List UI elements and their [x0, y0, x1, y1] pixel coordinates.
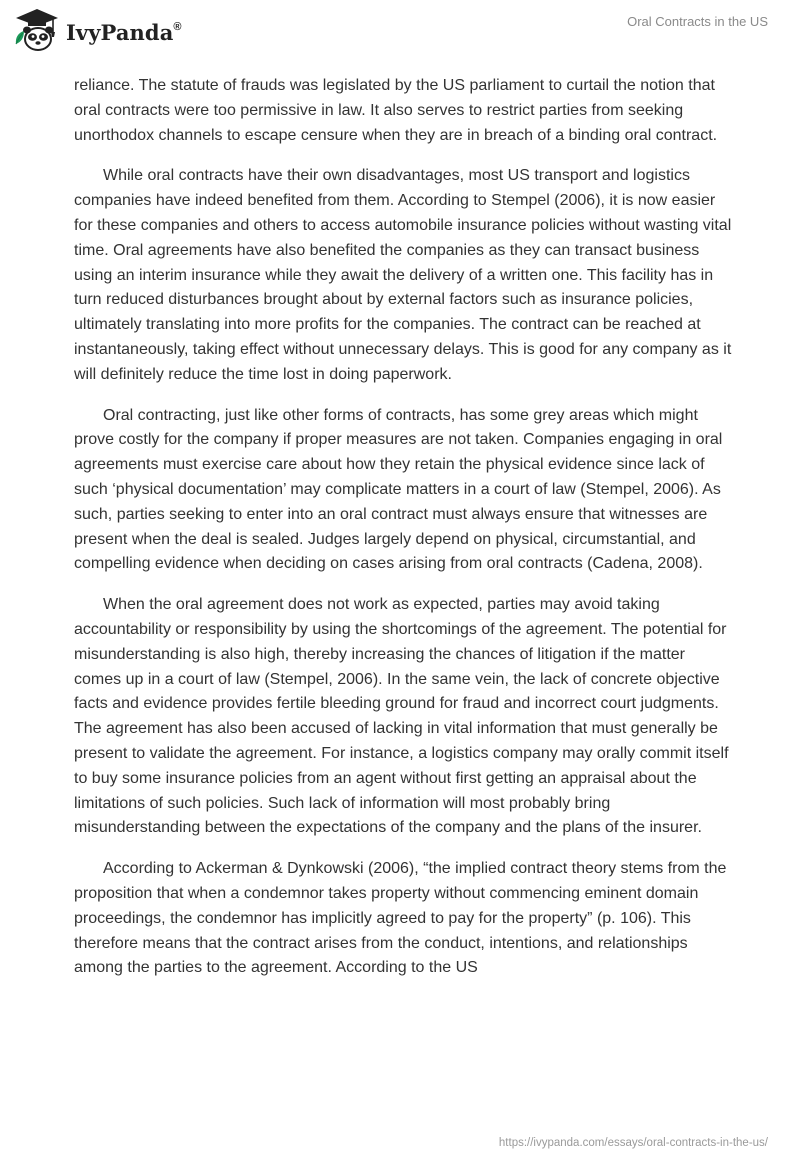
paragraph-benefits: While oral contracts have their own disadvantages, most US transport and logistics companies have indeed benefited from them. According to Stempel (2006), it is now easier for these companies and others to access automobile insurance policies without wasting vital time. Oral agreements have also benefited the companies as they can transact business using an interim insurance while they await the delivery of a written one. This facility has in turn reduced disturbances brought about by external factors such as insurance policies, ultimately translating into more profits for the companies. The contract can be reached at instantaneously, taking effect without unnecessary delays. This is good for any company as it will definitely reduce the time lost in doing paperwork. [74, 167, 732, 383]
page-header [0, 0, 800, 62]
source-url[interactable]: https://ivypanda.com/essays/oral-contracts-in-the-us/ [498, 1137, 768, 1149]
document-title: Oral Contracts in the US [627, 14, 768, 29]
paragraph-misunderstanding: When the oral agreement does not work as expected, parties may avoid taking accountability or responsibility by using the shortcomings of the agreement. The potential for misunderstanding is also high, thereby increasing the chances of litigation if the matter comes up in a court of law (Stempel, 2006). In the same vein, the lack of concrete objective facts and evidence provides fertile bleeding ground for fraud and incorrect court judgments. The agreement has also been accused of lacking in vital information that must generally be present to validate the agreement. For instance, a logistics company may orally commit itself to buy some insurance policies from an agent without first getting an appraisal about the limitations of such policies. Such lack of information will most probably bring misunderstanding between the expectations of the company and the plans of the insurer. [74, 596, 729, 837]
paragraph-implied-contract: According to Ackerman & Dynkowski (2006), “the implied contract theory stems from the proposition that when a condemnor takes property without commencing eminent domain proceedings, the condemnor has implicitly agreed to pay for the property” (p. 106). This therefore means that the contract arises from the conduct, intentions, and relationships among the parties to the agreement. According to the US [74, 860, 727, 977]
panda-graduate-icon [14, 8, 60, 52]
ivypanda-logo[interactable] [14, 8, 182, 52]
essay-body [74, 74, 734, 997]
brand-name: IvyPanda® [66, 19, 182, 45]
paragraph-continuation: reliance. The statute of frauds was legislated by the US parliament to curtail the notion that oral contracts were too permissive in law. It also serves to restrict parties from seeking unorthodox channels to escape censure when they are in breach of a binding oral contract. [74, 77, 718, 144]
paragraph-grey-areas: Oral contracting, just like other forms of contracts, has some grey areas which might prove costly for the company if proper measures are not taken. Companies engaging in oral agreements must exercise care about how they retain the physical evidence since lack of such ‘physical documentation’ may complicate matters in a court of law (Stempel, 2006). As such, parties seeking to enter into an oral contract must always ensure that witnesses are present when the deal is sealed. Judges largely depend on physical, circumstantial, and compelling evidence when deciding on cases arising from oral contracts (Cadena, 2008). [74, 406, 723, 573]
